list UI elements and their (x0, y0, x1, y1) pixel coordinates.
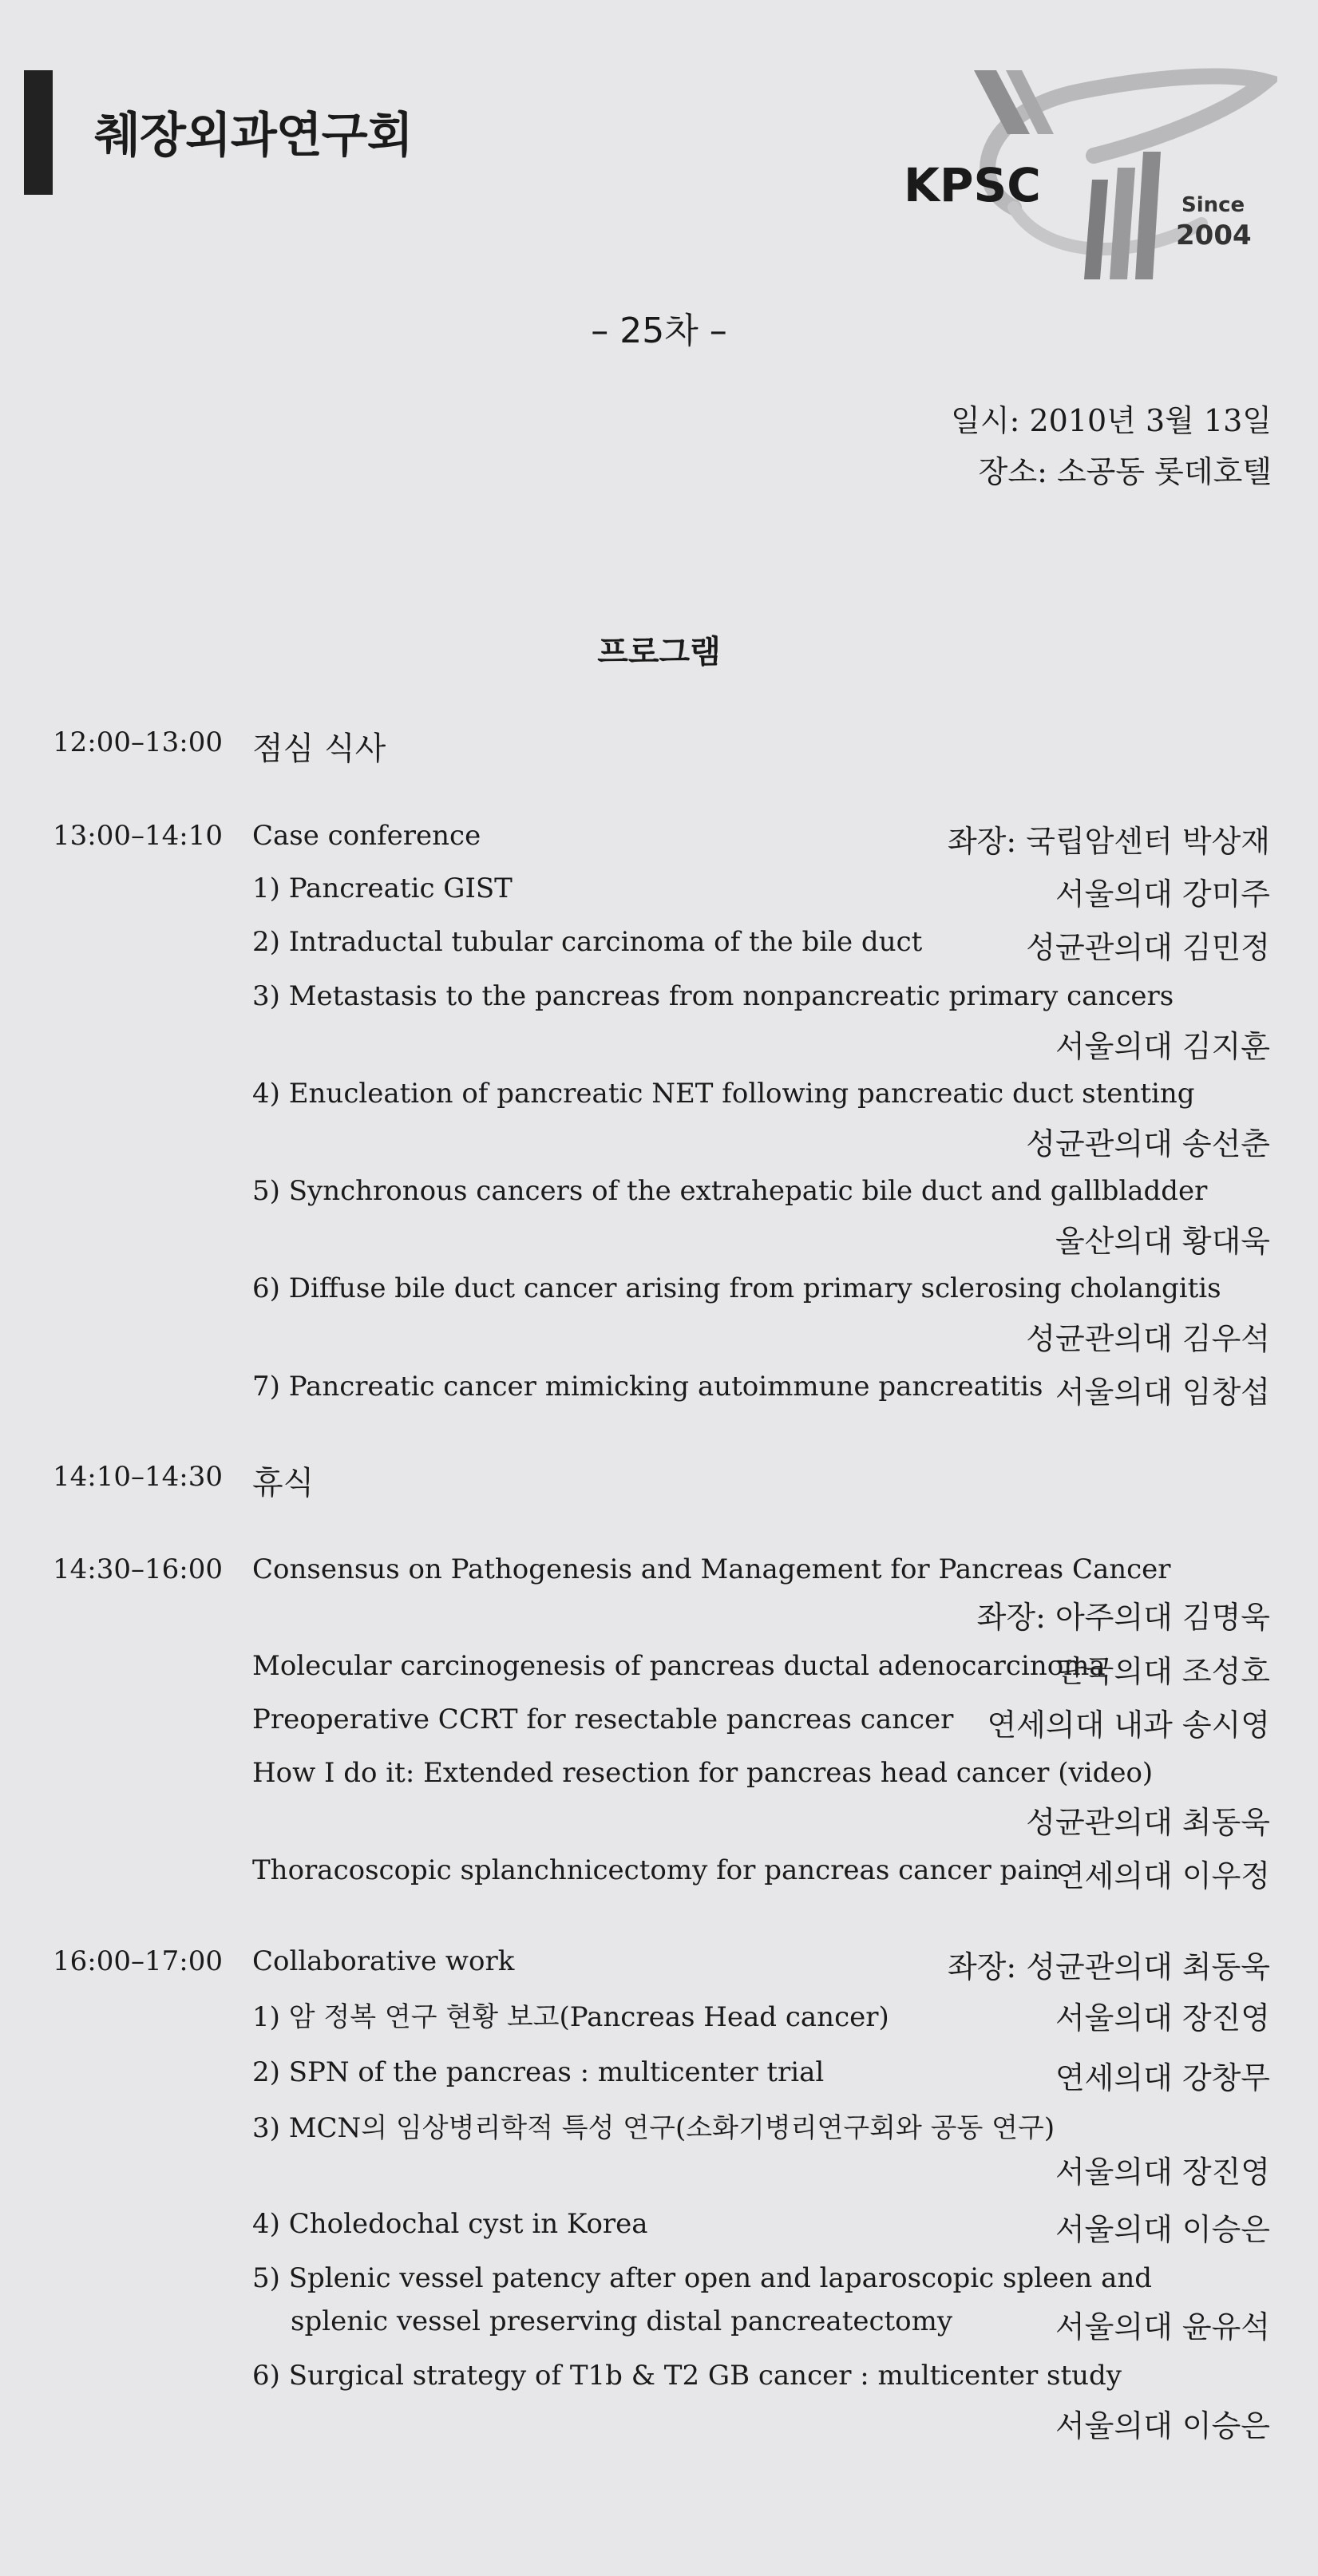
speaker: 서울의대 김지훈 (1055, 1029, 1270, 1064)
speaker: 서울의대 장진영 (1055, 2000, 1270, 2036)
speaker: 서울의대 임창섭 (1055, 1375, 1270, 1410)
lunch-title: 점심 식사 (252, 730, 386, 767)
society-title: 췌장외과연구회 (94, 108, 413, 164)
speaker: 울산의대 황대욱 (1055, 1224, 1270, 1259)
logo-acronym: KPSC (904, 158, 1041, 212)
list-item: 1) Pancreatic GIST (252, 873, 513, 904)
list-item: 2) SPN of the pancreas : multicenter trial (252, 2056, 825, 2088)
collaborative-time: 16:00–17:00 (53, 1945, 223, 1977)
speaker: 성균관의대 송선춘 (1026, 1126, 1270, 1161)
event-date: 일시: 2010년 3월 13일 (951, 403, 1272, 438)
list-item: 5) Splenic vessel patency after open and laparoscopic spleen and (252, 2262, 1152, 2294)
break-time: 14:10–14:30 (53, 1461, 223, 1493)
list-item: Preoperative CCRT for resectable pancreas cancer (252, 1703, 954, 1735)
speaker: 단국의대 조성호 (1055, 1654, 1270, 1689)
break-title: 휴식 (252, 1465, 315, 1502)
consensus-title: Consensus on Pathogenesis and Management for Pancreas Cancer (252, 1553, 1171, 1585)
logo-since-year: 2004 (1176, 220, 1252, 251)
list-item: 3) Metastasis to the pancreas from nonpancreatic primary cancers (252, 980, 1174, 1012)
session-number: – 25차 – (591, 311, 727, 351)
list-item: 7) Pancreatic cancer mimicking autoimmune pancreatitis (252, 1371, 1043, 1403)
speaker: 서울의대 강미주 (1055, 876, 1270, 912)
case-conference-title: Case conference (252, 820, 481, 852)
case-conference-chair: 좌장: 국립암센터 박상재 (947, 824, 1270, 859)
speaker: 서울의대 이승은 (1055, 2212, 1270, 2247)
collaborative-chair: 좌장: 성균관의대 최동욱 (947, 1949, 1270, 1984)
collaborative-title: Collaborative work (252, 1945, 515, 1977)
speaker: 성균관의대 최동욱 (1026, 1805, 1270, 1840)
list-item: 1) 암 정복 연구 현황 보고(Pancreas Head cancer) (252, 2001, 889, 2033)
consensus-chair: 좌장: 아주의대 김명욱 (976, 1600, 1270, 1635)
speaker: 서울의대 장진영 (1055, 2155, 1270, 2190)
list-item: 4) Enucleation of pancreatic NET following pancreatic duct stenting (252, 1078, 1195, 1110)
event-venue: 장소: 소공동 롯데호텔 (978, 454, 1272, 489)
lunch-time: 12:00–13:00 (53, 726, 223, 758)
speaker: 연세의대 내과 송시영 (987, 1707, 1270, 1743)
speaker: 서울의대 이승은 (1055, 2408, 1270, 2443)
speaker: 연세의대 이우정 (1055, 1858, 1270, 1893)
case-conference-time: 13:00–14:10 (53, 820, 223, 852)
kpsc-logo (894, 64, 1277, 287)
program-heading: 프로그램 (597, 634, 721, 671)
consensus-time: 14:30–16:00 (53, 1553, 223, 1585)
title-accent-bar (24, 70, 53, 195)
speaker: 성균관의대 김우석 (1026, 1321, 1270, 1356)
list-item: 2) Intraductal tubular carcinoma of the bile duct (252, 926, 923, 958)
logo-since-label: Since (1181, 193, 1245, 217)
list-item: 6) Surgical strategy of T1b & T2 GB cancer : multicenter study (252, 2360, 1122, 2392)
list-item-continuation: splenic vessel preserving distal pancreatectomy (291, 2305, 953, 2337)
list-item: How I do it: Extended resection for pancreas head cancer (video) (252, 1757, 1154, 1789)
speaker: 서울의대 윤유석 (1055, 2309, 1270, 2345)
list-item: Molecular carcinogenesis of pancreas ductal adenocarcinoma (252, 1650, 1106, 1682)
list-item: 5) Synchronous cancers of the extrahepatic bile duct and gallbladder (252, 1175, 1208, 1207)
list-item: 6) Diffuse bile duct cancer arising from primary sclerosing cholangitis (252, 1272, 1221, 1304)
speaker: 성균관의대 김민정 (1026, 930, 1270, 965)
list-item: 4) Choledochal cyst in Korea (252, 2208, 648, 2240)
list-item: 3) MCN의 임상병리학적 특성 연구(소화기병리연구회와 공동 연구) (252, 2112, 1055, 2144)
speaker: 연세의대 강창무 (1055, 2060, 1270, 2095)
list-item: Thoracoscopic splanchnicectomy for pancreas cancer pain (252, 1854, 1060, 1886)
